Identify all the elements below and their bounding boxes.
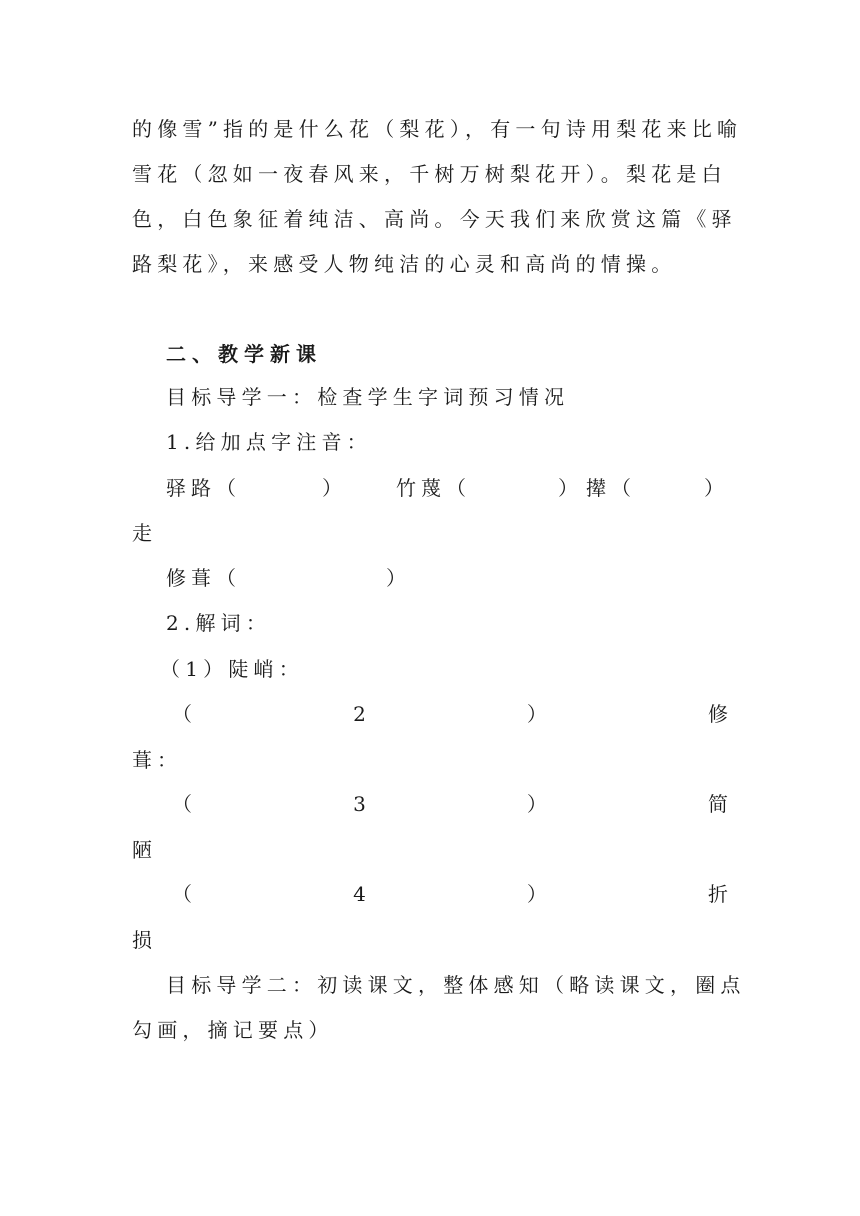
pinyin-word-1: 驿路（ <box>166 476 241 500</box>
intro-line-4: 路梨花》，来感受人物纯洁的心灵和高尚的情操。 <box>132 252 677 276</box>
item-number: 4 <box>353 882 366 906</box>
definition-item-4 <box>172 880 728 908</box>
item-close-paren: ） <box>526 792 547 816</box>
question-2: 2.解词： <box>166 611 272 635</box>
intro-line-3: 色，白色象征着纯洁、高尚。今天我们来欣赏这篇《驿 <box>132 207 737 231</box>
item-open-paren: （ <box>172 792 192 816</box>
intro-line-1: 的像雪”指的是什么花（梨花），有一句诗用梨花来比喻 <box>132 117 743 141</box>
intro-line-2: 雪花（忽如一夜春风来，千树万树梨花开）。梨花是白 <box>132 162 727 186</box>
goal-2-line-1: 目标导学二：初读课文，整体感知（略读课文，圈点 <box>166 973 746 997</box>
item-open-paren: （ <box>172 882 192 906</box>
pinyin-word-3-close: ） <box>704 476 729 500</box>
definition-item-1: （1）陡峭： <box>160 657 304 681</box>
pinyin-word-4: 修葺（ <box>166 566 241 590</box>
item-close-paren: ） <box>526 702 547 726</box>
section-heading: 二、教学新课 <box>166 342 322 366</box>
item-open-paren: （ <box>172 702 192 726</box>
pinyin-word-3: 撵（ <box>586 476 636 500</box>
pinyin-word-1-close: ） <box>322 476 347 500</box>
item-word-head: 简 <box>707 792 728 816</box>
goal-2-line-2: 勾画，摘记要点） <box>132 1018 334 1042</box>
pinyin-word-3-tail: 走 <box>132 521 157 545</box>
goal-1: 目标导学一：检查学生字词预习情况 <box>166 385 570 409</box>
pinyin-word-2: 竹蔑（ <box>396 476 471 500</box>
pinyin-word-4-close: ） <box>386 566 411 590</box>
definition-item-2-tail: 葺： <box>132 748 182 772</box>
definition-item-3-tail: 陋 <box>132 838 157 862</box>
definition-item-4-tail: 损 <box>132 928 157 952</box>
item-word-head: 折 <box>707 882 728 906</box>
item-number: 3 <box>353 792 366 816</box>
item-number: 2 <box>353 702 366 726</box>
question-1: 1.给加点字注音： <box>166 430 372 454</box>
pinyin-word-2-close: ） <box>558 476 583 500</box>
definition-item-2 <box>172 700 728 728</box>
item-close-paren: ） <box>526 882 547 906</box>
item-word-head: 修 <box>707 702 728 726</box>
definition-item-3 <box>172 790 728 818</box>
